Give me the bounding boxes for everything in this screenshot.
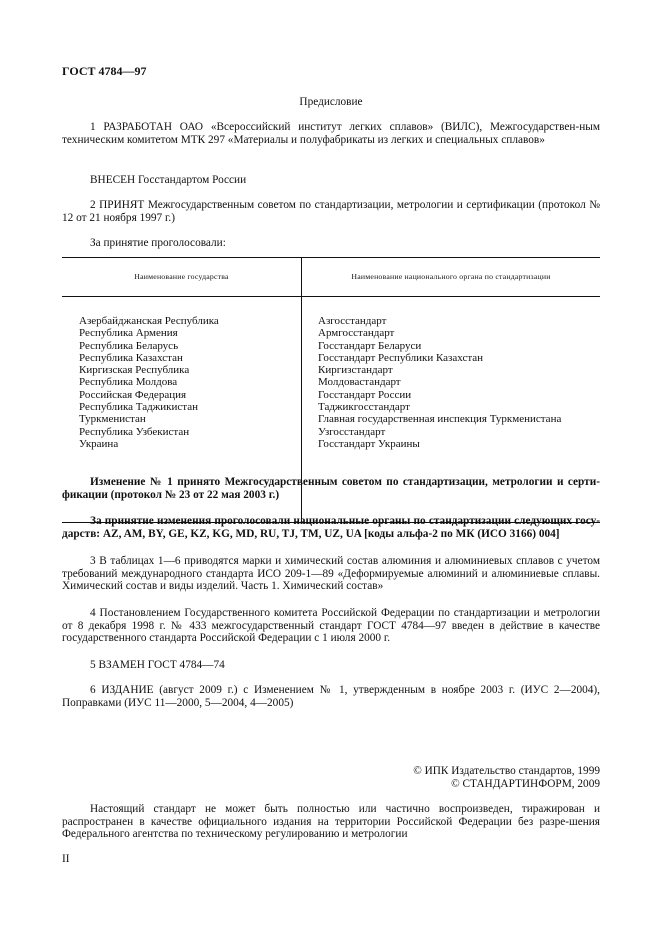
list-item: Узгосстандарт [318,425,386,438]
amendment-voted: За принятие изменения проголосовали национальные органы по стандартизации следующих госу-дарств: AZ, AM, BY, GE, KZ, KG, MD, RU, TJ, TM, UZ, UA [коды альфа-2 по МК (ИСО 3166) 004] [62,515,600,540]
list-item: Госстандарт России [318,388,412,401]
column-header-body: Наименование национального органа по стандартизации [302,258,601,297]
paragraph-introduced-by: ВНЕСЕН Госстандартом России [90,174,247,186]
list-item: Российская Федерация [79,388,187,401]
reproduction-notice: Настоящий стандарт не может быть полностью или частично воспроизведен, тиражирован и распространен в качестве официального издания на территории Российской Федерации без разре-шения Федерального агентства по техническому регулированию и метрологии [62,803,600,841]
list-item: Республика Беларусь [79,339,179,352]
paragraph-replaces: 5 ВЗАМЕН ГОСТ 4784—74 [90,659,225,671]
list-item: Госстандарт Беларуси [318,339,422,352]
list-item: Республика Молдова [79,376,178,389]
section-title: Предисловие [299,96,363,108]
list-item: Молдовастандарт [318,376,401,389]
list-item: Армгосстандарт [318,327,395,340]
list-item: Азгосстандарт [318,315,387,327]
list-item: Республика Узбекистан [79,425,190,438]
paragraph-developed-by: 1 РАЗРАБОТАН ОАО «Всероссийский институт легких сплавов» (ВИЛС), Межгосударствен-ным техническим комитетом МТК 297 «Материалы и полуфабрикаты из легких и специальных сплавов» [62,121,600,146]
list-item: Украина [79,437,119,450]
list-item: Республика Таджикистан [79,401,198,414]
paragraph-adopted: 2 ПРИНЯТ Межгосударственным советом по стандартизации, метрологии и сертификации (протокол № 12 от 21 ноября 1997 г.) [62,199,600,224]
list-item: Таджикгосстандарт [318,401,410,414]
list-item: Главная государственная инспекция Туркменистана [318,413,562,426]
document-code: ГОСТ 4784—97 [62,64,147,78]
copyright-publisher: © ИПК Издательство стандартов, 1999 [413,765,600,777]
list-item: Госстандарт Украины [318,437,420,450]
list-item: Азербайджанская Республика [79,315,219,327]
list-item: Госстандарт Республики Казахстан [318,351,484,364]
copyright-standartinform: © СТАНДАРТИНФОРМ, 2009 [451,778,600,790]
list-item: Республика Казахстан [79,351,183,364]
list-item: Республика Армения [79,327,178,340]
paragraph-resolution: 4 Постановлением Государственного комитета Российской Федерации по стандартизации и метрологии от 8 декабря 1998 г. № 433 межгосударственный стандарт ГОСТ 4784—97 введен в действие в качестве государственного стандарта Российской Федерации с 1 июля 2000 г. [62,607,600,645]
list-item: Туркменистан [79,413,146,426]
column-header-state: Наименование государства [62,258,302,297]
paragraph-edition: 6 ИЗДАНИЕ (август 2009 г.) с Изменением № 1, утвержденным в ноябре 2003 г. (ИУС 2—2004), Поправками (ИУС 11—2000, 5—2004, 4—2005) [62,684,600,709]
paragraph-voted: За принятие проголосовали: [90,237,226,249]
list-item: Киргизстандарт [318,364,393,377]
table-header-row [62,258,600,297]
paragraph-tables: 3 В таблицах 1—6 приводятся марки и химический состав алюминия и алюминиевых сплавов с учетом требований международного стандарта ИСО 209-1—89 «Деформируемые алюминий и алюминиевые сплавы. Химический состав и виды изделий. Часть 1. Химический состав» [62,555,600,593]
amendment-accepted: Изменение № 1 принято Межгосударственным советом по стандартизации, метрологии и серти-фикации (протокол № 23 от 22 мая 2003 г.) [62,476,600,501]
list-item: Киргизская Республика [79,364,190,377]
page-number: II [62,853,70,865]
